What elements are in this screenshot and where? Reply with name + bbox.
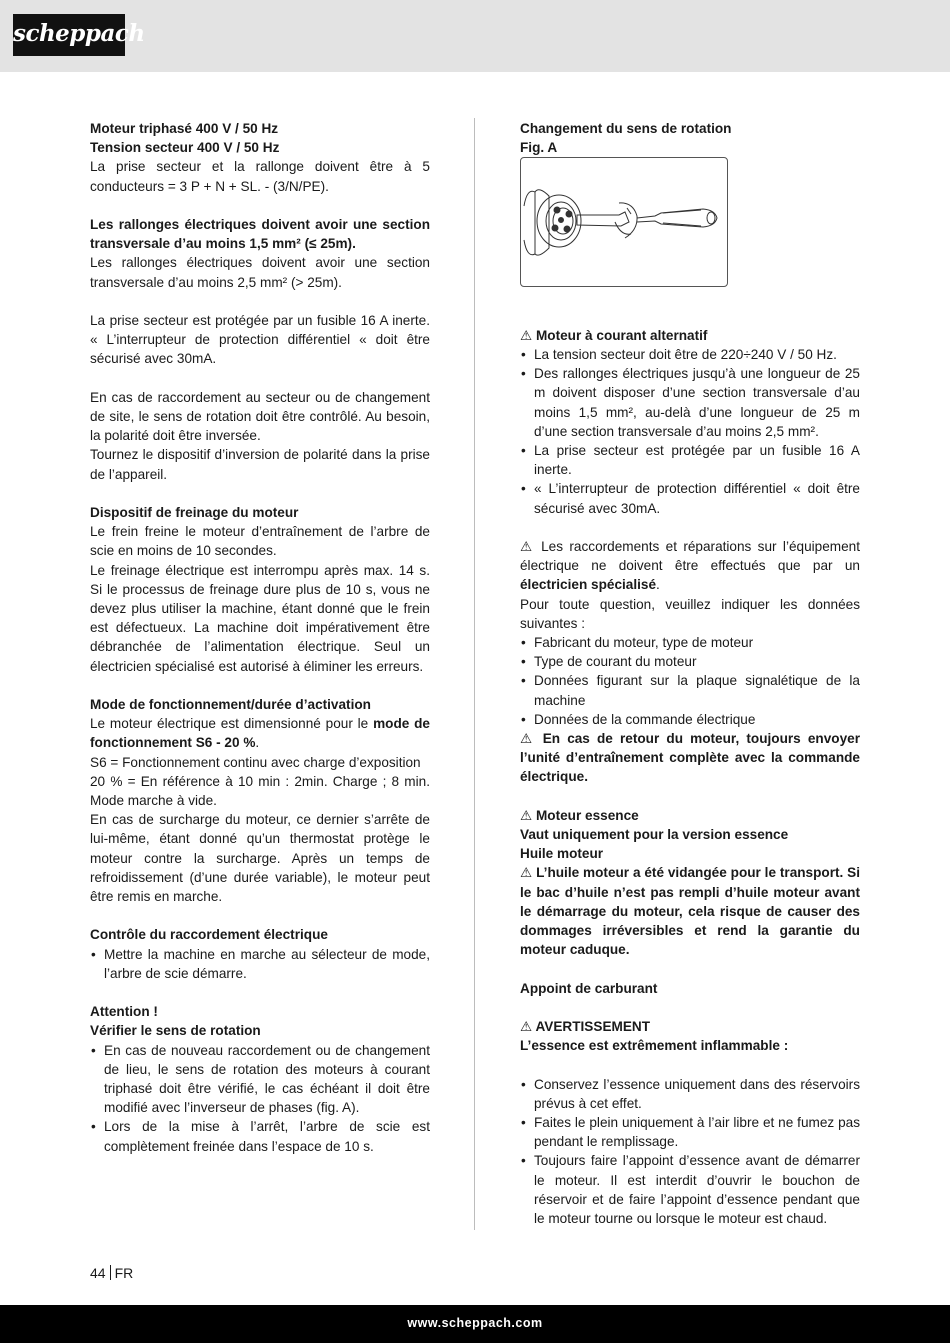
warning-icon: ⚠: [520, 1019, 533, 1035]
paragraph: [90, 714, 430, 752]
section-title: Attention !: [90, 1004, 158, 1020]
paragraph: En cas de raccordement au secteur ou de changement de site, le sens de rotation doit être contrôlé. Au besoin, la polarité doit être inversée.: [90, 389, 430, 444]
section-title: Contrôle du raccordement électrique: [90, 927, 328, 943]
section-title: Appoint de carburant: [520, 980, 658, 996]
column-divider: [474, 118, 475, 1230]
list-item: • La prise secteur est protégée par un fusible 16 A inerte.: [520, 441, 860, 479]
section-title: Dispositif de freinage du moteur: [90, 505, 299, 520]
bullet-list: [90, 945, 430, 983]
warning-title: [520, 1017, 860, 1036]
list-item: • La tension secteur doit être de 220÷240 V / 50 Hz.: [520, 345, 860, 364]
paragraph: Le freinage électrique est interrompu après max. 14 s. Si le processus de freinage dure plus de 10 s, vous ne devez plus utiliser la machine, étant donné que le frein est défectueux. La machine doit impérativement être débranchée de l’alimentation électrique. Seul un électricien spécialisé est autorisé à éliminer les erreurs.: [90, 562, 430, 674]
left-column: [90, 119, 430, 1156]
page-number-separator: [110, 1265, 111, 1280]
list-item: • Fabricant du moteur, type de moteur: [520, 633, 860, 652]
paragraph-bold: Les rallonges électriques doivent avoir une section transversale d’au moins 1,5 mm² (≤ 25m).: [90, 217, 430, 252]
warning-icon: ⚠: [520, 865, 533, 881]
warning-icon: ⚠: [520, 327, 533, 343]
footer-url: www.scheppach.com: [407, 1316, 543, 1330]
list-item: • Conservez l’essence uniquement dans des réservoirs prévus à cet effet.: [520, 1075, 860, 1113]
list-item: • « L’interrupteur de protection différentiel « doit être sécurisé avec 30mA.: [520, 479, 860, 517]
section-subtitle: Tension secteur 400 V / 50 Hz: [90, 140, 280, 156]
page-number-value: 44: [90, 1265, 106, 1281]
text-run: Le moteur électrique est dimensionné pour le: [90, 716, 374, 732]
bullet-list: [520, 633, 860, 729]
bullet-list: [90, 1041, 430, 1156]
bullet-list: [520, 345, 860, 518]
list-item: • En cas de nouveau raccordement ou de changement de lieu, le sens de rotation des moteurs à courant triphasé doit être vérifié, le cas échéant il doit être modifié avec l’inverseur de phases (fig. A).: [90, 1041, 430, 1118]
paragraph: Les rallonges électriques doivent avoir une section transversale d’au moins 2,5 mm² (> 25m).: [90, 255, 430, 290]
warning-paragraph-bold: [520, 863, 860, 959]
list-item: • Faites le plein uniquement à l’air libre et ne fumez pas pendant le remplissage.: [520, 1113, 860, 1151]
list-item: • Données de la commande électrique: [520, 710, 860, 729]
right-column: [520, 119, 860, 1228]
warning-icon: ⚠: [520, 539, 535, 554]
text-run: .: [656, 577, 660, 593]
figure-label: Fig. A: [520, 140, 558, 156]
list-item: • Des rallonges électriques jusqu’à une longueur de 25 m doivent disposer d’une section transversale d’au moins 1,5 mm², au-delà d’une longueur de 25 m d’une section transversale d’au moins 2,5 mm².: [520, 364, 860, 441]
paragraph: S6 = Fonctionnement continu avec charge d’exposition: [90, 754, 421, 770]
brand-logo: scheppach: [13, 14, 125, 56]
warning-title: [520, 326, 860, 345]
section-subtitle: L’essence est extrêmement inflammable :: [520, 1038, 789, 1054]
section-subtitle: Vérifier le sens de rotation: [90, 1023, 261, 1039]
language-code: FR: [114, 1265, 134, 1281]
text-run: Les raccordements et réparations sur l’équipement électrique ne doivent être effectués que par un: [520, 539, 861, 574]
warning-title-text: Moteur à courant alternatif: [535, 327, 708, 343]
section-title: Mode de fonctionnement/durée d’activation: [90, 697, 371, 713]
section-subtitle: Vaut uniquement pour la version essence: [520, 827, 789, 843]
paragraph: 20 % = En référence à 10 min : 2min. Charge ; 8 min. Mode marche à vide.: [90, 773, 430, 809]
paragraph: La prise secteur et la rallonge doivent être à 5 conducteurs = 3 P + N + SL. - (3/N/PE).: [90, 159, 430, 194]
warning-paragraph-bold: [520, 729, 860, 787]
warning-title-text: Moteur essence: [535, 807, 639, 823]
list-item: • Type de courant du moteur: [520, 652, 860, 671]
list-item: • Données figurant sur la plaque signalétique de la machine: [520, 671, 860, 709]
polarity-inverter-illustration: [521, 158, 727, 286]
text-run: .: [255, 735, 260, 751]
text-run-bold: L’huile moteur a été vidangée pour le transport. Si le bac d’huile n’est pas rempli d’huile moteur avant le démarrage du moteur, cela risque de causer des dommages irréversibles et rend la garantie du moteur caduque.: [520, 865, 861, 958]
section-subtitle: Huile moteur: [520, 846, 604, 862]
page-number: [90, 1264, 133, 1283]
section-title: Changement du sens de rotation: [520, 121, 732, 136]
text-run-bold: mode de fonctionnement S6 - 20 %: [90, 716, 430, 751]
bullet-list: [520, 1075, 860, 1229]
text-run-bold: électricien spécialisé: [520, 577, 657, 593]
paragraph: Le frein freine le moteur d’entraînement de l’arbre de scie en moins de 10 secondes.: [90, 524, 430, 559]
paragraph: En cas de surcharge du moteur, ce dernier s’arrête de lui-même, étant donné qu’un thermostat protège le moteur contre la surcharge. Après un temps de refroidissement (d’une durée variable), le moteur peut être remis en marche.: [90, 812, 430, 905]
warning-title-text: AVERTISSEMENT: [535, 1019, 651, 1035]
warning-icon: ⚠: [520, 807, 533, 823]
paragraph: Pour toute question, veuillez indiquer les données suivantes :: [520, 596, 860, 631]
paragraph: [520, 537, 860, 595]
section-title: Moteur triphasé 400 V / 50 Hz: [90, 121, 279, 136]
warning-title: [520, 806, 860, 825]
list-item: • Mettre la machine en marche au sélecteur de mode, l’arbre de scie démarre.: [90, 945, 430, 983]
list-item: • Toujours faire l’appoint d’essence avant de démarrer le moteur. Il est interdit d’ouvrir le bouchon de réservoir et de faire l’appoint d’essence pendant que le moteur tourne ou lorsque le moteur est chaud.: [520, 1151, 860, 1228]
paragraph: La prise secteur est protégée par un fusible 16 A inerte. « L’interrupteur de protection différentiel « doit être sécurisé avec 30mA.: [90, 313, 430, 367]
list-item: • Lors de la mise à l’arrêt, l’arbre de scie est complètement freinée dans l’espace de 10 s.: [90, 1117, 430, 1155]
text-run-bold: En cas de retour du moteur, toujours envoyer l’unité d’entraînement complète avec la commande électrique.: [520, 731, 861, 785]
warning-icon: ⚠: [520, 731, 536, 747]
figure-a: [520, 157, 728, 287]
paragraph: Tournez le dispositif d’inversion de polarité dans la prise de l’appareil.: [90, 447, 430, 482]
